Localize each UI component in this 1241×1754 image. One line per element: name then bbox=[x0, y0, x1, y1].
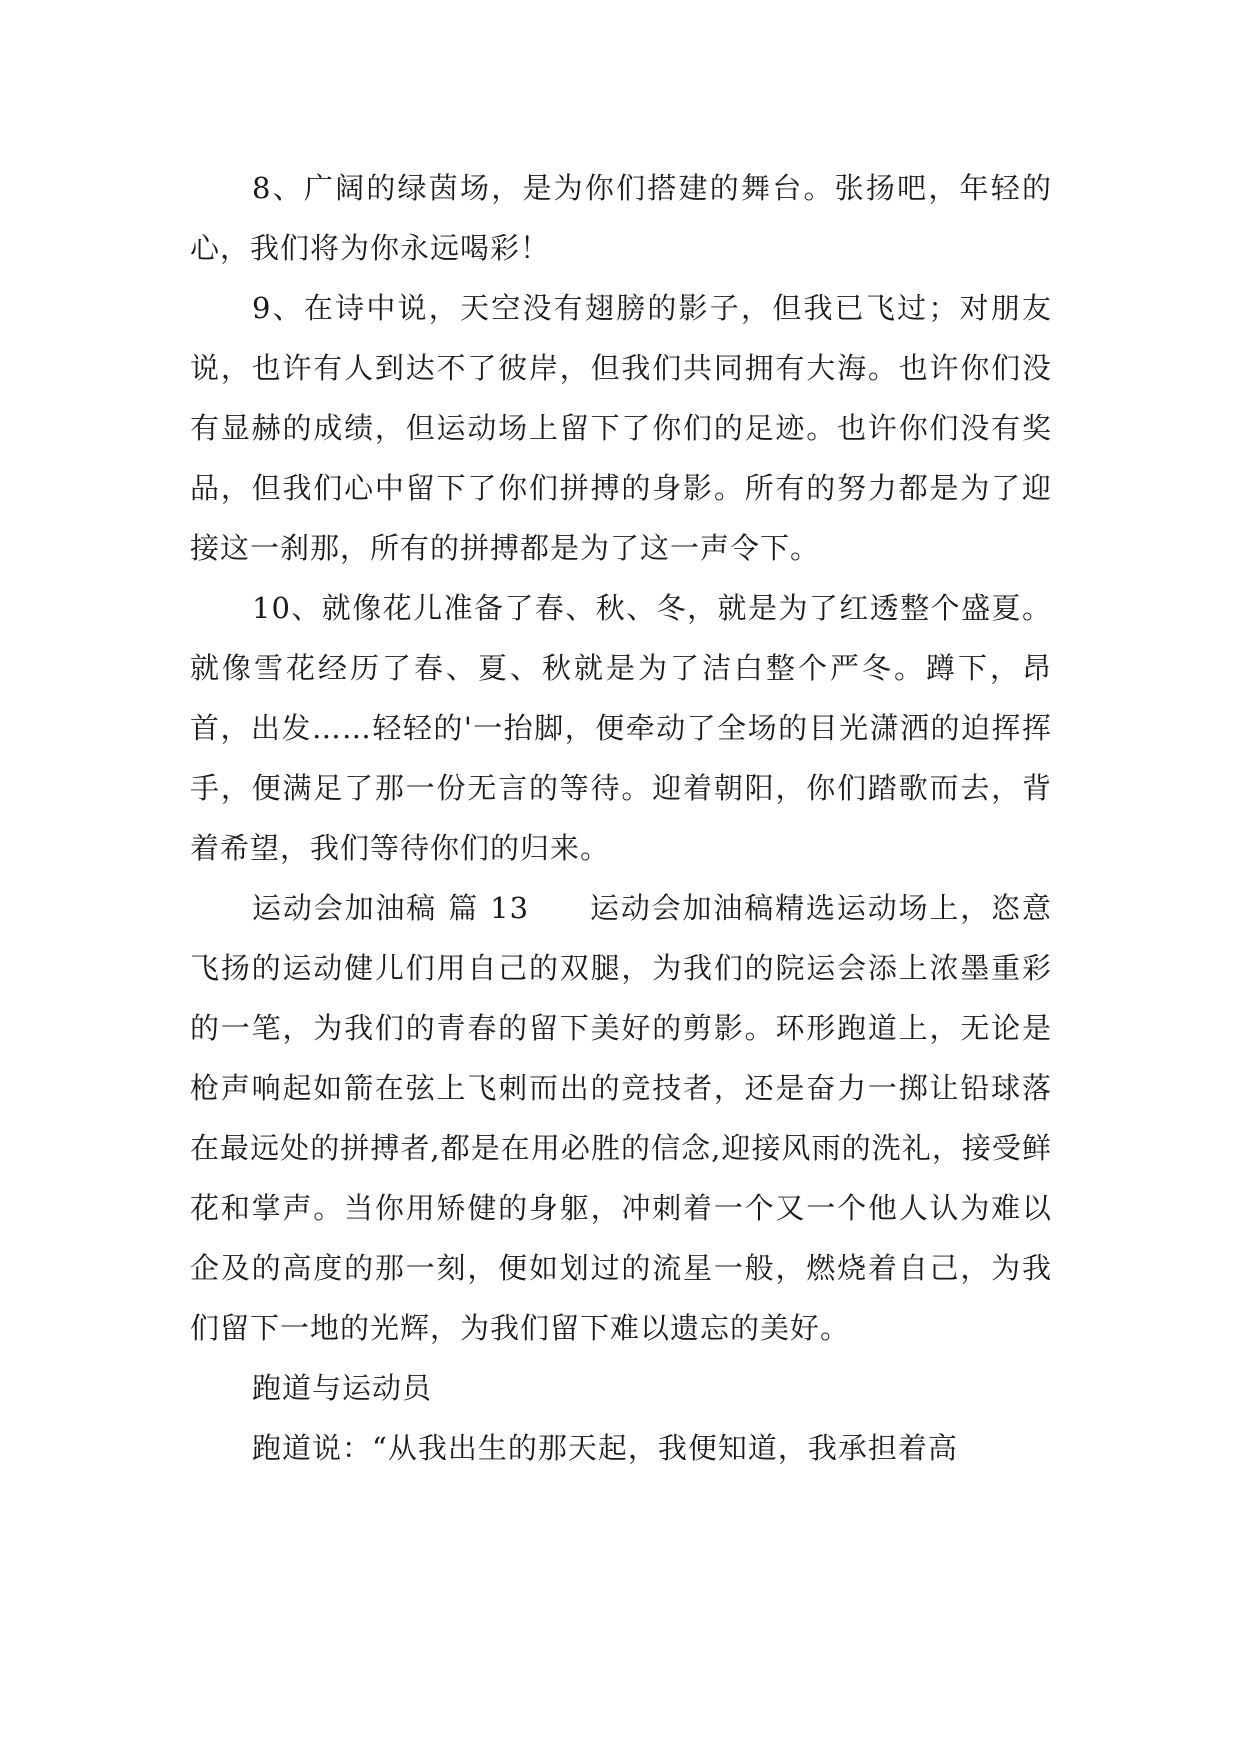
subtitle: 跑道与运动员 bbox=[252, 1371, 433, 1405]
document-body bbox=[190, 158, 1052, 1478]
section-body: 运动会加油稿精选运动场上，恣意飞扬的运动健儿们用自己的双腿，为我们的院运会添上浓墨重彩的一笔，为我们的青春的留下美好的剪影。环形跑道上，无论是枪声响起如箭在弦上飞刺而出的竞技者，还是奋力一掷让铅球落在最远处的拼搏者,都是在用必胜的信念,迎接风雨的洗礼，接受鲜花和掌声。当你用矫健的身躯，冲刺着一个又一个他人认为难以企及的高度的那一刻，便如划过的流星一般，燃烧着自己，为我们留下一地的光辉，为我们留下难以遗忘的美好。 bbox=[190, 891, 1052, 1345]
paragraph-10: 10、就像花儿准备了春、秋、冬，就是为了红透整个盛夏。就像雪花经历了春、夏、秋就是为了洁白整个严冬。蹲下，昂首，出发……轻轻的'一抬脚，便牵动了全场的目光潇洒的迫挥挥手，便满足了那一份无言的等待。迎着朝阳，你们踏歌而去，背着希望，我们等待你们的归来。 bbox=[190, 591, 1052, 865]
paragraph-8: 8、广阔的绿茵场，是为你们搭建的舞台。张扬吧，年轻的心，我们将为你永远喝彩！ bbox=[190, 171, 1052, 265]
last-line: 跑道说：“从我出生的那天起，我便知道，我承担着高 bbox=[252, 1431, 958, 1465]
section-heading: 运动会加油稿 篇 13 bbox=[252, 891, 530, 925]
paragraph-9: 9、在诗中说，天空没有翅膀的影子，但我已飞过；对朋友说，也许有人到达不了彼岸，但我们共同拥有大海。也许你们没有显赫的成绩，但运动场上留下了你们的足迹。也许你们没有奖品，但我们心中留下了你们拼搏的身影。所有的努力都是为了迎接这一刹那，所有的拼搏都是为了这一声令下。 bbox=[190, 291, 1052, 565]
section-13-paragraph bbox=[190, 878, 1052, 1358]
